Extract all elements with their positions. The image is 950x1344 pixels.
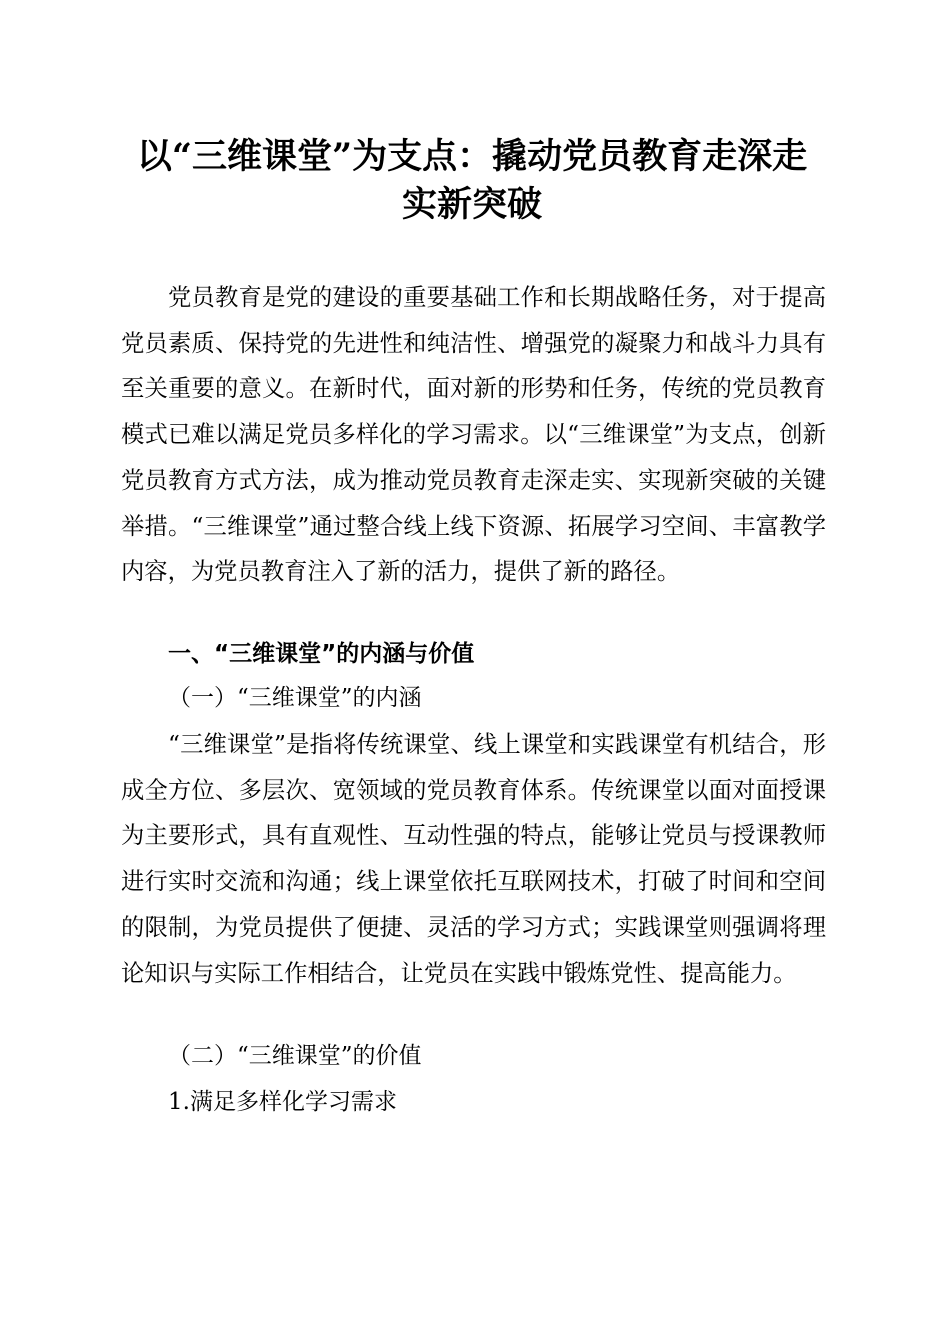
document-title bbox=[112, 133, 832, 229]
title-line-1: 以“三维课堂”为支点：撬动党员教育走深走 bbox=[136, 136, 808, 177]
subsection-1-paragraph: “三维课堂”是指将传统课堂、线上课堂和实践课堂有机结合，形成全方位、多层次、宽领域的党员教育体系。传统课堂以面对面授课为主要形式，具有直观性、互动性强的特点，能够让党员与授课教师进行实时交流和沟通；线上课堂依托互联网技术，打破了时间和空间的限制，为党员提供了便捷、灵活的学习方式；实践课堂则强调将理论知识与实际工作相结合，让党员在实践中锻炼党性、提高能力。 bbox=[121, 731, 826, 987]
section-heading-1: 一、“三维课堂”的内涵与价值 bbox=[168, 641, 475, 667]
title-line-2: 实新突破 bbox=[401, 184, 542, 225]
intro-paragraph: 党员教育是党的建设的重要基础工作和长期战略任务，对于提高党员素质、保持党的先进性和纯洁性、增强党的凝聚力和战斗力具有至关重要的意义。在新时代，面对新的形势和任务，传统的党员教育模式已难以满足党员多样化的学习需求。以“三维课堂”为支点，创新党员教育方式方法，成为推动党员教育走深走实、实现新突破的关键举措。“三维课堂”通过整合线上线下资源、拓展学习空间、丰富教学内容，为党员教育注入了新的活力，提供了新的路径。 bbox=[121, 284, 826, 586]
subsection-heading-2: （二）“三维课堂”的价值 bbox=[168, 1043, 422, 1069]
subsection-heading-1: （一）“三维课堂”的内涵 bbox=[168, 685, 422, 711]
item-heading-1: 1.满足多样化学习需求 bbox=[168, 1089, 397, 1115]
